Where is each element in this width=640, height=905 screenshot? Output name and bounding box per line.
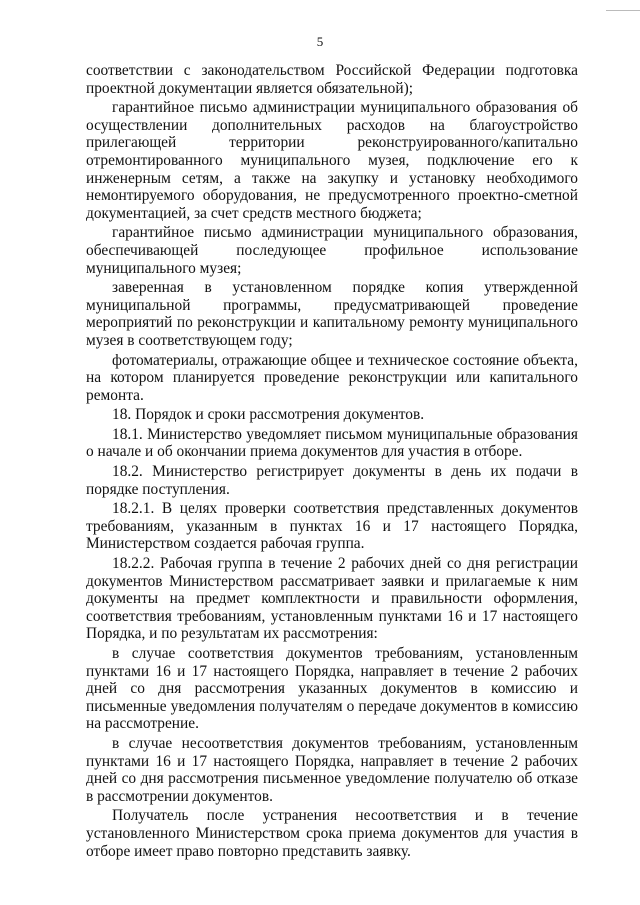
- paragraph-guarantee-letter-use: гарантийное письмо администрации муниципального образования, обеспечивающей последующее профильное использование муниципального музея;: [86, 224, 578, 277]
- paragraph-18-2: 18.2. Министерство регистрирует документы в день их подачи в порядке поступления.: [86, 463, 578, 498]
- paragraph-18-2-2: 18.2.2. Рабочая группа в течение 2 рабочих дней со дня регистрации документов Министерством рассматривает заявки и прилагаемые к ним документы на предмет комплектности и правильности оформления, соответствия требованиям, установленным пунктами 16 и 17 настоящего Порядка, и по результатам их рассмотрения:: [86, 555, 578, 643]
- paragraph-18-1: 18.1. Министерство уведомляет письмом муниципальные образования о начале и об окончании приема документов для участия в отборе.: [86, 425, 578, 461]
- paragraph-noncompliance-case: в случае несоответствия документов требованиям, установленным пунктами 16 и 17 настоящего Порядка, направляет в течение 2 рабочих дней со дня рассмотрения письменное уведомление получателю об отказе в рассмотрении документов.: [86, 734, 578, 805]
- paragraph-compliance-case: в случае соответствия документов требованиям, установленным пунктами 16 и 17 настоящего Порядка, направляет в течение 2 рабочих дней со дня рассмотрения указанных документов в комиссию и письменные уведомления получателям о передаче документов в комиссию на рассмотрение.: [86, 645, 578, 733]
- section-heading-18: 18. Порядок и сроки рассмотрения документов.: [112, 406, 425, 424]
- paragraph-program-copy: заверенная в установленном порядке копия утвержденной муниципальной программы, предусматривающей проведение мероприятий по реконструкции и капитальному ремонту муниципального музея в соответствующем году;: [86, 279, 578, 349]
- paragraph-18-2-1: 18.2.1. В целях проверки соответствия представленных документов требованиям, указанным в пунктах 16 и 17 настоящего Порядка, Министерством создается рабочая группа.: [86, 500, 578, 553]
- page-number: 5: [316, 34, 324, 49]
- paragraph-continuation: соответствии с законодательством Российской Федерации подготовка проектной документации является обязательной);: [86, 62, 578, 97]
- paragraph-guarantee-letter-expenses: гарантийное письмо администрации муниципального образования об осуществлении дополнительных расходов на благоустройство прилегающей территории реконструированного/капитально отремонтированного муниципального музея, подключение его к инженерным сетям, а также на закупку и установку необходимого немонтируемого оборудования, не предусмотренного проектно-сметной документацией, за счет средств местного бюджета;: [86, 99, 578, 222]
- document-body: [86, 62, 578, 860]
- paragraph-resubmission: Получатель после устранения несоответствия и в течение установленного Министерством срока приема документов для участия в отборе имеет право повторно представить заявку.: [86, 807, 578, 860]
- scan-edge-mark: [606, 0, 640, 11]
- paragraph-photo-materials: фотоматериалы, отражающие общее и техническое состояние объекта, на котором планируется проведение реконструкции или капитального ремонта.: [86, 351, 578, 404]
